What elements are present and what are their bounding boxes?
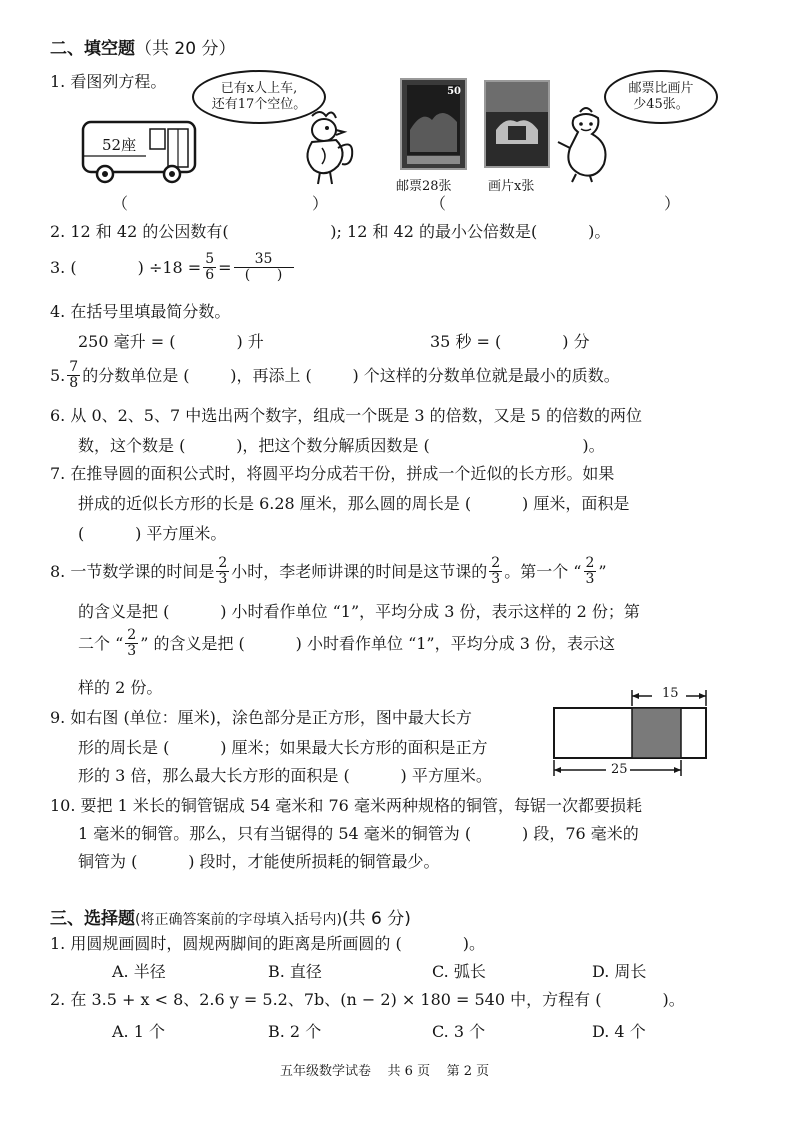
section-3-note: (将正确答案前的字母填入括号内) [135,912,342,928]
eggplant-cartoon [556,104,616,184]
choice-1-question: 1. 用圆规画圆时，圆规两脚间的距离是所画圆的 ( )。 [50,934,485,953]
q10-line-1: 10. 要把 1 米长的铜管锯成 54 毫米和 76 毫米两种规格的铜管，每锯一次都要损耗 [50,796,642,815]
caption-picture: 画片x张 [488,179,535,194]
q8-text-d: ” [598,561,607,581]
q8-f1-den: 3 [218,571,228,587]
picture-card-image [484,80,550,168]
q8-fraction-4 [125,628,138,659]
q8-f4-num: 2 [127,627,137,643]
q8-line-2: 的含义是把 ( ) 小时看作单位 “1”，平均分成 3 份，表示这样的 2 份；第 [78,602,640,621]
q8-fraction-3 [584,556,597,587]
q8-f3-num: 2 [585,555,595,571]
question-3 [50,252,296,283]
q3-frac2-denominator: ( ) [244,267,283,283]
section-2-points: （共 20 分） [135,39,236,59]
q8-f2-num: 2 [491,555,501,571]
q4-line-a: 250 毫升 = ( ) 升 [78,332,264,351]
q7-line-3: ( ) 平方厘米。 [78,524,227,543]
section-3-title: 三、选择题 [50,909,135,929]
choice-1-option-d: D. 周长 [592,962,647,981]
picture-card-icon [486,82,548,166]
q9-line-2: 形的周长是 ( ) 厘米；如果最大长方形的面积是正方 [78,738,488,757]
choice-1-option-a: A. 半径 [112,962,166,981]
speech-bubble-right [604,70,718,124]
q3-frac1-numerator: 5 [205,251,215,267]
q8-f1-num: 2 [218,555,228,571]
question-5 [50,360,620,391]
rooster-cartoon [292,108,362,188]
q4-line-b: 35 秒 = ( ) 分 [430,332,590,351]
q9-rectangle-figure [552,684,712,784]
q3-equals: = [218,257,232,277]
q3-frac1-denominator: 6 [205,267,215,283]
q9-line-1: 9. 如右图 (单位：厘米)，涂色部分是正方形，图中最大长方 [50,708,472,727]
q5-numerator: 7 [69,359,79,375]
q3-fraction-1 [203,252,216,283]
rectangle-diagram [552,684,712,784]
q10-line-2: 1 毫米的铜管。那么，只有当锯得的 54 毫米的铜管为 ( ) 段，76 毫米的 [78,824,639,843]
q1-blank-left-close: ） [312,194,329,213]
bus-illustration [80,116,200,186]
q5-text: 的分数单位是 ( )，再添上 ( ) 个这样的分数单位就是最小的质数。 [82,365,620,385]
q8-text-c: 。第一个 “ [504,561,582,581]
q8-f3-den: 3 [585,571,595,587]
question-1-text: 看图列方程。 [70,72,167,91]
question-2: 2. 12 和 42 的公因数有( ); 12 和 42 的最小公倍数是( )。 [50,222,611,241]
section-2-heading [50,34,235,59]
q8-f4-den: 3 [127,643,137,659]
section-3-points: (共 6 分) [341,909,411,929]
rooster-icon [292,108,362,188]
q5-number: 5. [50,365,66,385]
q8-fraction-1 [216,556,229,587]
choice-2-option-a: A. 1 个 [112,1022,165,1041]
q6-line-2: 数，这个数是 ( )，把这个数分解质因数是 ( )。 [78,436,605,455]
bubble-right-line-2: 少45张。 [633,97,689,112]
q7-line-1: 7. 在推导圆的面积公式时，将圆平均分成若干份，拼成一个近似的长方形。如果 [50,464,615,483]
q10-line-3: 铜管为 ( ) 段时，才能使所损耗的铜管最少。 [78,852,440,871]
question-1-number: 1. [50,72,66,91]
choice-2-option-b: B. 2 个 [268,1022,322,1041]
q7-line-2: 拼成的近似长方形的长是 6.28 厘米，那么圆的周长是 ( ) 厘米，面积是 [78,494,630,513]
stamp-value: 50 [447,86,461,97]
q3-frac2-numerator: 35 [234,252,294,268]
q1-blank-right-open: （ [430,194,447,213]
q8-fraction-2 [489,556,502,587]
q3-prefix: 3. ( ) ÷18 = [50,257,202,277]
choice-2-option-d: D. 4 个 [592,1022,646,1041]
bubble-left-line-2: 还有17个空位。 [211,97,307,112]
bus-icon [80,116,200,186]
q1-blank-right-close: ） [664,194,681,213]
q8-text-b: 小时，李老师讲课的时间是这节课的 [231,561,488,581]
q8-l3-text-b: ” 的含义是把 ( ) 小时看作单位 “1”，平均分成 3 份，表示这 [140,633,615,653]
choice-1-option-c: C. 弧长 [432,962,486,981]
q8-l3-text-a: 二个 “ [78,633,124,653]
question-4: 4. 在括号里填最简分数。 [50,302,231,321]
q3-fraction-2 [234,252,294,283]
choice-1-option-b: B. 直径 [268,962,322,981]
section-2-title: 二、填空题 [50,39,135,59]
eggplant-icon [556,104,616,184]
q8-line-1 [50,556,607,587]
bubble-right-line-1: 邮票比画片 [628,81,694,96]
q5-denominator: 8 [69,375,79,391]
q8-line-3 [78,628,615,659]
section-3-heading [50,904,411,929]
choice-2-question: 2. 在 3.5 + x < 8、2.6 y = 5.2、7b、(n − 2) × 180 = 540 中，方程有 ( )。 [50,990,685,1009]
page-footer: 五年级数学试卷 共 6 页 第 2 页 [280,1064,490,1079]
q6-line-1: 6. 从 0、2、5、7 中选出两个数字，组成一个既是 3 的倍数，又是 5 的倍数的两位 [50,406,642,425]
stamp-image [400,78,467,170]
choice-2-option-c: C. 3 个 [432,1022,486,1041]
bus-seat-label: 52座 [102,136,137,154]
bubble-left-line-1: 已有x人上车, [220,81,298,96]
q8-line-4: 样的 2 份。 [78,678,163,697]
q1-blank-left-open: （ [112,194,129,213]
q5-fraction [67,360,80,391]
q8-text-a: 8. 一节数学课的时间是 [50,561,215,581]
q8-f2-den: 3 [491,571,501,587]
q9-line-3: 形的 3 倍，那么最大长方形的面积是 ( ) 平方厘米。 [78,766,492,785]
dimension-top-label: 15 [662,686,679,701]
question-1 [50,72,166,92]
dimension-bottom-label: 25 [611,762,628,777]
caption-stamp: 邮票28张 [396,179,452,194]
